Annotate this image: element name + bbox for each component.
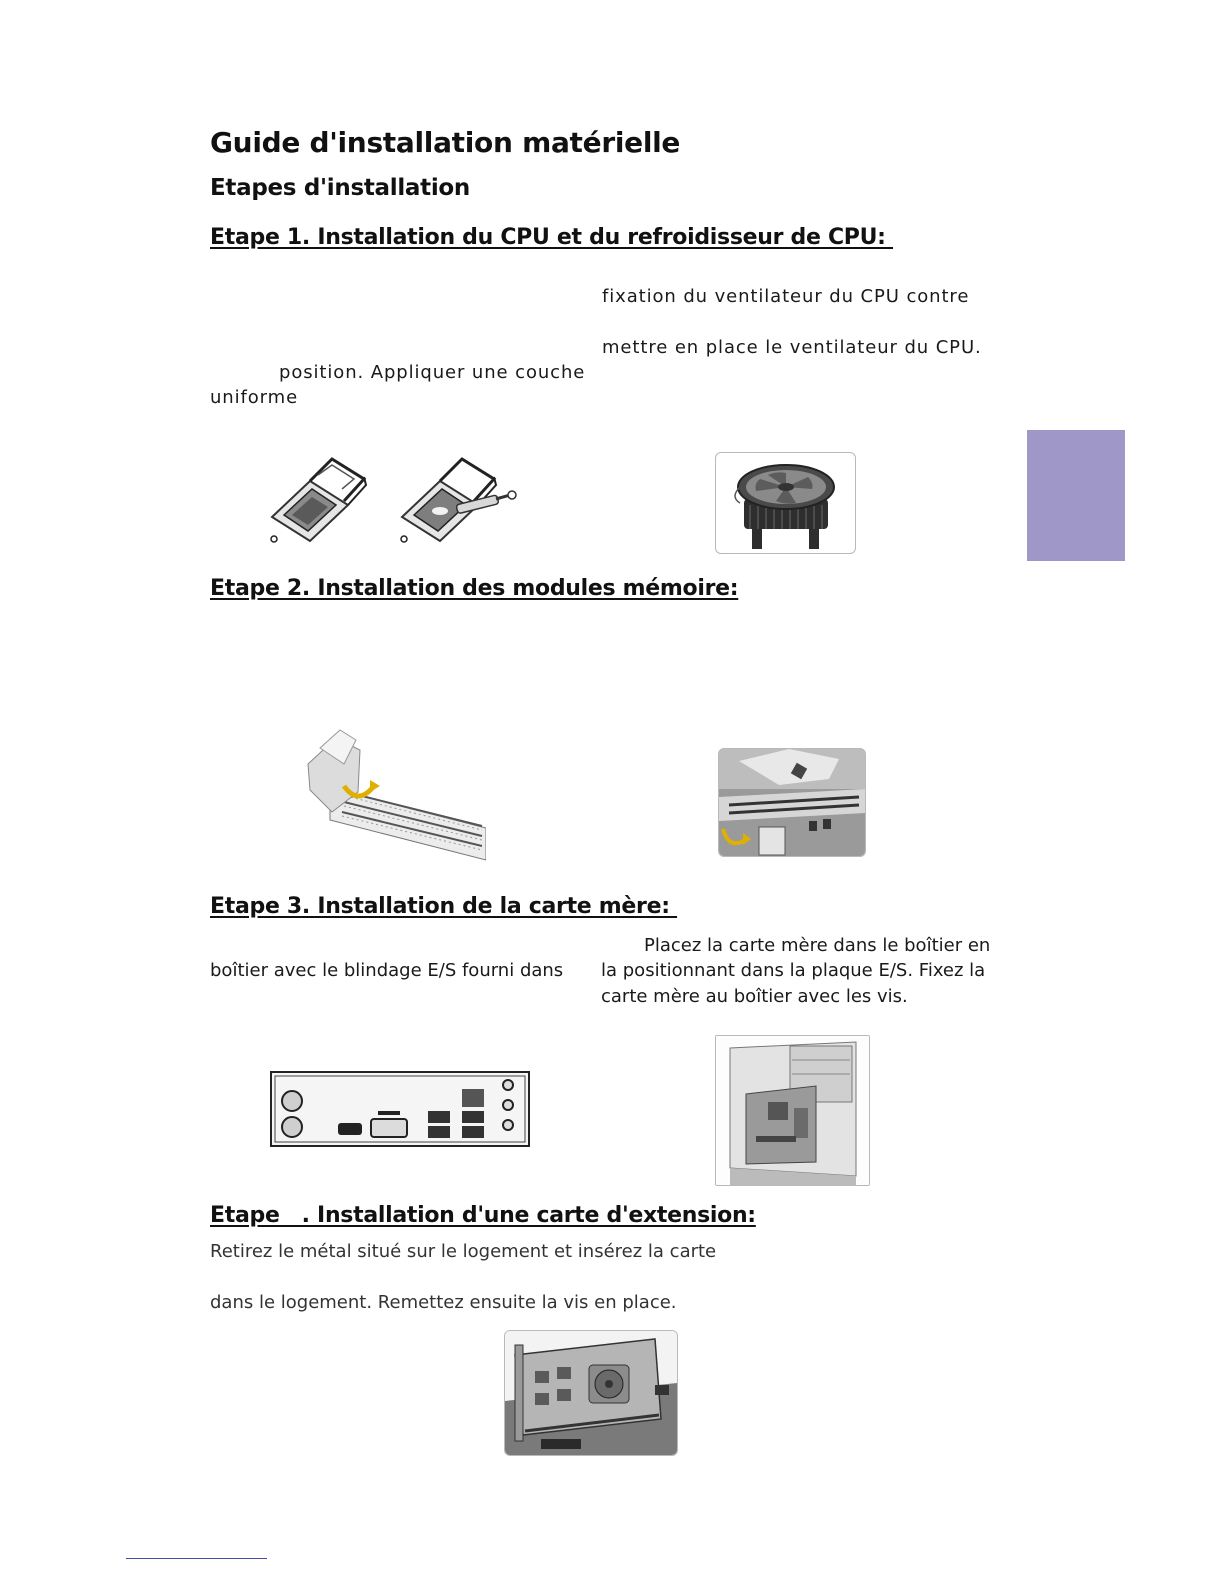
step1-text-right-2: mettre en place le ventilateur du CPU. [602, 337, 982, 358]
step1-heading: Etape 1. Installation du CPU et du refroidisseur de CPU: [210, 225, 894, 250]
cpu-socket-open-illustration [266, 455, 370, 547]
expansion-card-image [504, 1330, 678, 1456]
cpu-thermal-paste-illustration [396, 455, 518, 547]
memory-slot-illustration [300, 728, 486, 862]
step3-heading: Etape 3. Installation de la carte mère: [210, 894, 678, 919]
step3-text-left-1: boîtier avec le blindage E/S fourni dans [210, 960, 564, 981]
step3-text-right-1: Placez la carte mère dans le boîtier en [644, 935, 991, 956]
side-accent-tab [1027, 430, 1125, 561]
page-subtitle: Etapes d'installation [210, 175, 470, 201]
footer-rule [126, 1558, 267, 1559]
step1-text-right-1: fixation du ventilateur du CPU contre [602, 286, 970, 307]
step1-text-left-1: position. Appliquer une couche [279, 362, 586, 383]
step4-text-2: dans le logement. Remettez ensuite la vis en place. [210, 1292, 677, 1313]
step3-text-right-3: carte mère au boîtier avec les vis. [601, 986, 908, 1007]
cpu-cooler-image [715, 452, 856, 554]
memory-install-image [718, 748, 866, 857]
step3-text-right-2: la positionnant dans la plaque E/S. Fixez la [601, 960, 986, 981]
step1-text-left-2: uniforme [210, 387, 299, 408]
page-title: Guide d'installation matérielle [210, 126, 681, 159]
motherboard-chassis-image [715, 1035, 870, 1186]
step2-heading: Etape 2. Installation des modules mémoire: [210, 576, 739, 601]
step4-text-1: Retirez le métal situé sur le logement et insérez la carte [210, 1241, 717, 1262]
io-shield-image [270, 1071, 530, 1147]
step4-heading: Etape . Installation d'une carte d'extension: [210, 1203, 756, 1228]
